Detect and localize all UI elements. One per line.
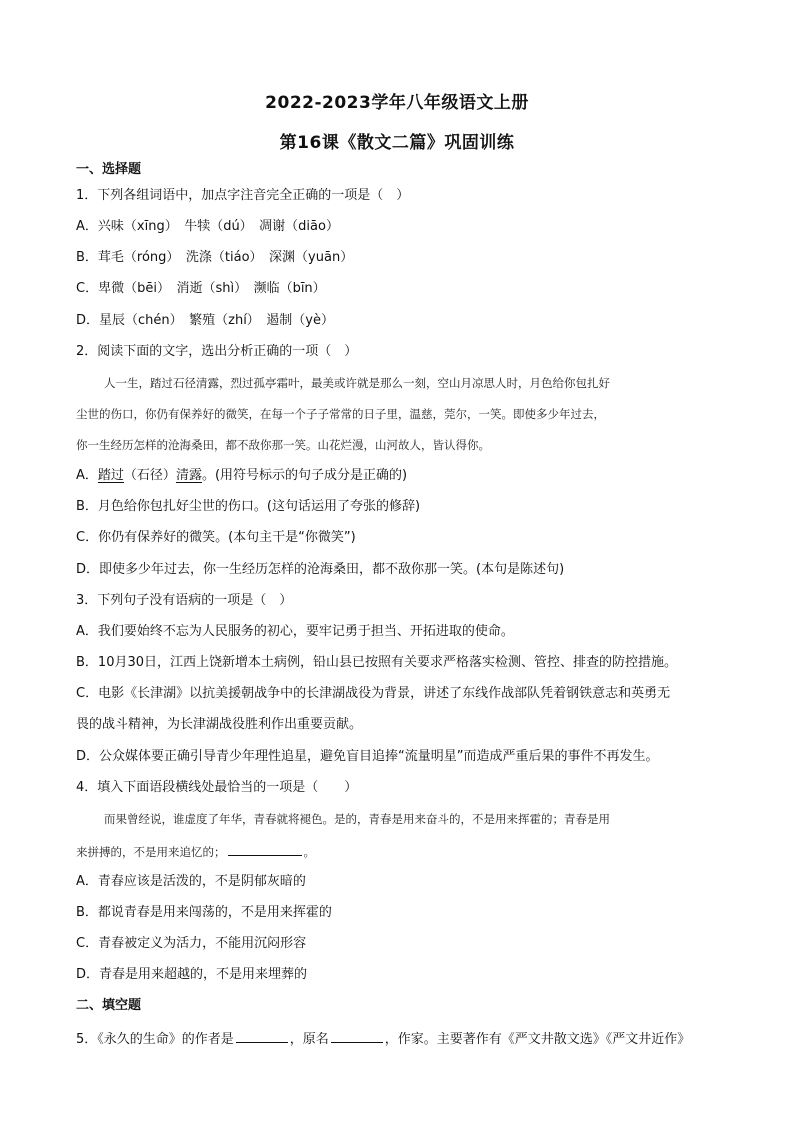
- question-2-option-a: [76, 466, 756, 486]
- question-4-passage-line: [76, 841, 726, 862]
- answer-blank: [236, 1028, 288, 1043]
- question-1-option-c: C．卑微（bēi） 消逝（shì） 濒临（bīn）: [76, 281, 326, 296]
- question-3-option-b: B．10月30日，江西上饶新增本土病例，铅山县已按照有关要求严格落实检测、管控、排查的防控措施。: [76, 655, 678, 670]
- question-4-passage-text: 来拼搏的，不是用来追忆的；: [76, 845, 226, 859]
- question-4-option-a: A．青春应该是活泼的，不是阴郁灰暗的: [76, 874, 306, 889]
- question-5-part1: 5．《永久的生命》的作者是: [76, 1032, 234, 1047]
- question-4-option-d: D．青春是用来超越的，不是用来埋葬的: [76, 967, 308, 982]
- question-4-stem: 4．填入下面语段横线处最恰当的一项是（ ）: [76, 780, 358, 795]
- question-3-option-d: D．公众媒体要正确引导青少年理性追星，避免盲目追捧“流量明星”而造成严重后果的事件不再发生。: [76, 749, 659, 764]
- question-4-option-c: C．青春被定义为活力，不能用沉闷形容: [76, 936, 307, 951]
- question-5-part3: ，作家。主要著作有《严文井散文选》《严文井近作》: [384, 1032, 691, 1047]
- question-1-option-b: B．茸毛（róng） 洗涤（tiáo） 深渊（yuān）: [76, 250, 354, 265]
- option-a-suffix: 。(用符号标示的句子成分是正确的): [201, 468, 408, 483]
- question-4-passage-end: 。: [303, 845, 315, 859]
- question-3-option-c: C．电影《长津湖》以抗美援朝战争中的长津湖战役为背景，讲述了东线作战部队凭着钢铁意志和英勇无: [76, 686, 671, 701]
- question-3-stem: 3．下列句子没有语病的一项是（ ）: [76, 593, 293, 608]
- question-2-option-d: D．即使多少年过去，你一生经历怎样的沧海桑田，都不敌你那一笑。(本句是陈述句): [76, 562, 565, 577]
- question-1-option-d: D．星辰（chén） 繁殖（zhí） 遏制（yè）: [76, 313, 335, 328]
- question-3-option-c-continued: 畏的战斗精神，为长津湖战役胜利作出重要贡献。: [76, 717, 363, 732]
- document-title-line1: 2022-2023学年八年级语文上册: [265, 93, 529, 113]
- question-5-line: [76, 1028, 756, 1050]
- section-heading-choice: 一、选择题: [76, 162, 142, 177]
- question-2-option-b: B．月色给你包扎好尘世的伤口。(这句话运用了夸张的修辞): [76, 499, 421, 514]
- question-2-passage-line: 人一生，踏过石径清露，烈过孤亭霜叶，最美或许就是那么一刻，空山月凉思人时，月色给你包扎好: [104, 376, 610, 390]
- question-5-part2: ，原名: [289, 1032, 329, 1047]
- option-a-underlined-predicate: 踏过: [97, 468, 124, 483]
- option-a-prefix: A．: [76, 468, 98, 483]
- question-2-passage-line: 尘世的伤口，你仍有保养好的微笑，在每一个子子常常的日子里，温慈，莞尔，一笑。即使多少年过去，: [76, 407, 605, 421]
- question-3-option-a: A．我们要始终不忘为人民服务的初心，要牢记勇于担当、开拓进取的使命。: [76, 624, 514, 639]
- document-title-line2: 第16课《散文二篇》巩固训练: [279, 133, 515, 153]
- question-2-passage-line: 你一生经历怎样的沧海桑田，都不敌你那一笑。山花烂漫，山河故人，皆认得你。: [76, 438, 490, 452]
- question-2-option-c: C．你仍有保养好的微笑。(本句主干是“你微笑”): [76, 530, 356, 545]
- question-4-passage-line: 而果曾经说，谁虚度了年华，青春就将褪色。是的，青春是用来奋斗的，不是用来挥霍的；青春是用: [104, 812, 610, 826]
- option-a-middle: （石径）: [123, 468, 176, 483]
- question-4-option-b: B．都说青春是用来闯荡的，不是用来挥霍的: [76, 905, 332, 920]
- section-heading-fill: 二、填空题: [76, 998, 142, 1013]
- question-1-stem: 1．下列各组词语中，加点字注音完全正确的一项是（ ）: [76, 188, 410, 203]
- answer-blank: [331, 1028, 383, 1043]
- question-1-option-a: A．兴味（xīng） 牛犊（dú） 凋谢（diāo）: [76, 219, 339, 234]
- option-a-underlined-object: 清露: [175, 468, 202, 483]
- question-2-stem: 2．阅读下面的文字，选出分析正确的一项（ ）: [76, 344, 358, 359]
- answer-blank: [228, 841, 302, 856]
